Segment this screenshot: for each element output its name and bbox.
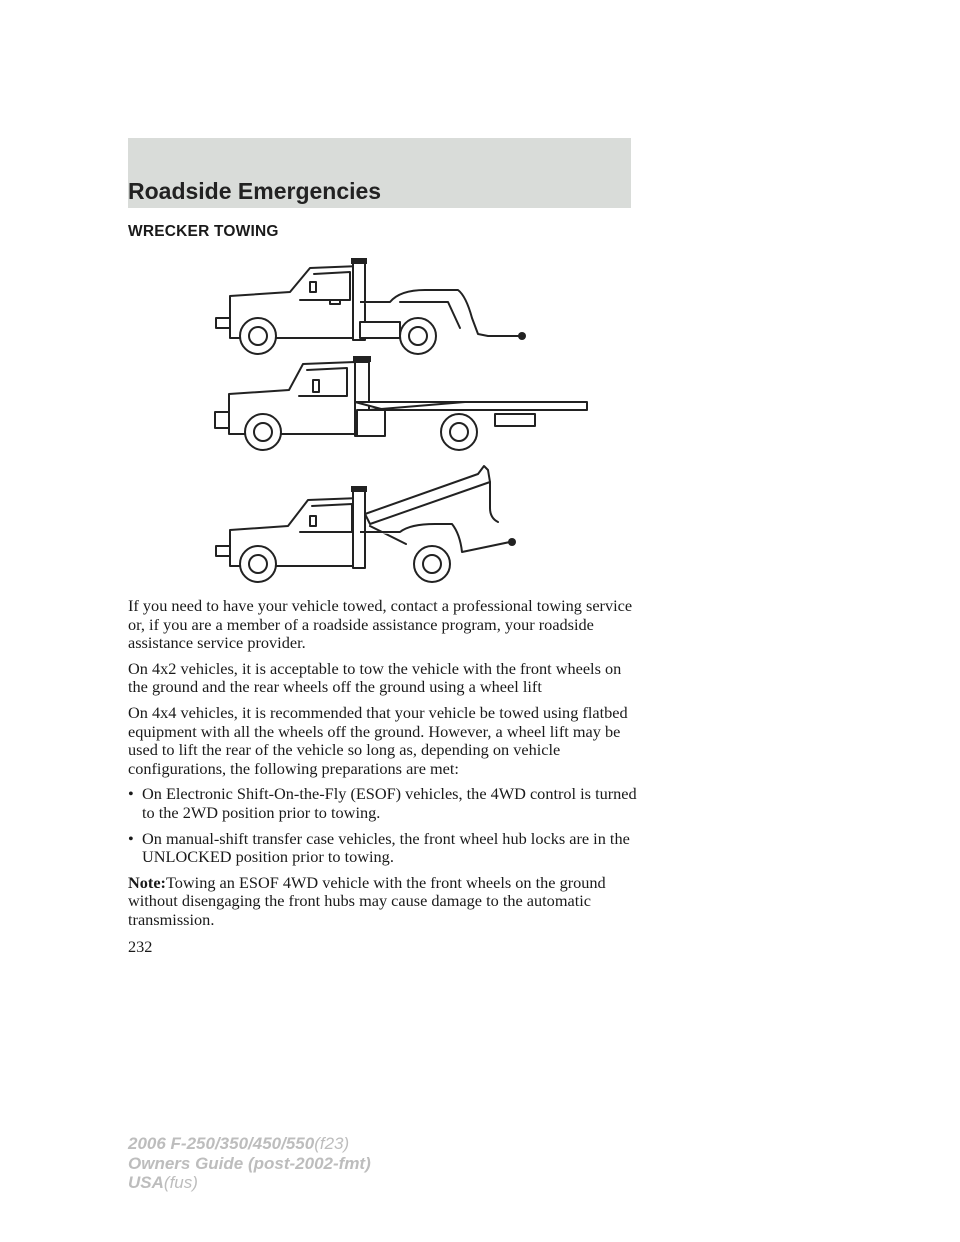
body-text	[128, 597, 638, 937]
wheel-lift-tow-truck-icon	[210, 256, 530, 356]
footer	[128, 1134, 371, 1193]
paragraph-contact: If you need to have your vehicle towed, contact a professional towing service or, if you are a member of a roadside assistance program, your roadside assistance service provider.	[128, 596, 633, 653]
bullet-dot: •	[128, 784, 134, 804]
footer-line-2: Owners Guide (post-2002-fmt)	[128, 1153, 371, 1173]
note	[128, 874, 638, 930]
bullet-item	[128, 830, 638, 867]
footer-market-code: (fus)	[163, 1173, 198, 1192]
bullet-item	[128, 785, 638, 822]
footer-line-3	[128, 1173, 371, 1193]
boom-wrecker-tow-truck-icon	[210, 460, 530, 585]
note-label: Note:	[128, 872, 166, 892]
bullet-text: On manual-shift transfer case vehicles, the front wheel hub locks are in the UNLOCKED position prior to towing.	[142, 828, 630, 867]
note-text: Towing an ESOF 4WD vehicle with the front wheels on the ground without disengaging the front hubs may cause damage to the automatic transmission.	[128, 872, 606, 929]
paragraph-4x2: On 4x2 vehicles, it is acceptable to tow the vehicle with the front wheels on the ground and the rear wheels off the ground using a wheel lift	[128, 658, 622, 697]
section-heading: WRECKER TOWING	[128, 223, 279, 240]
footer-line-1	[128, 1134, 371, 1154]
bullet-text: On Electronic Shift-On-the-Fly (ESOF) vehicles, the 4WD control is turned to the 2WD position prior to towing.	[142, 784, 637, 822]
page-title: Roadside Emergencies	[128, 178, 382, 204]
footer-model: 2006 F-250/350/450/550	[128, 1134, 315, 1153]
bullet-dot: •	[128, 828, 134, 848]
footer-market: USA	[128, 1173, 164, 1192]
footer-code: (f23)	[314, 1134, 350, 1153]
page-number: 232	[128, 937, 153, 956]
flatbed-tow-truck-icon	[205, 352, 595, 452]
paragraph-4x4: On 4x4 vehicles, it is recommended that your vehicle be towed using flatbed equipment with all the wheels off the ground. However, a wheel lift may be used to lift the rear of the vehicle so long as, depending on vehicle configurations, the following preparations are met:	[128, 702, 628, 778]
